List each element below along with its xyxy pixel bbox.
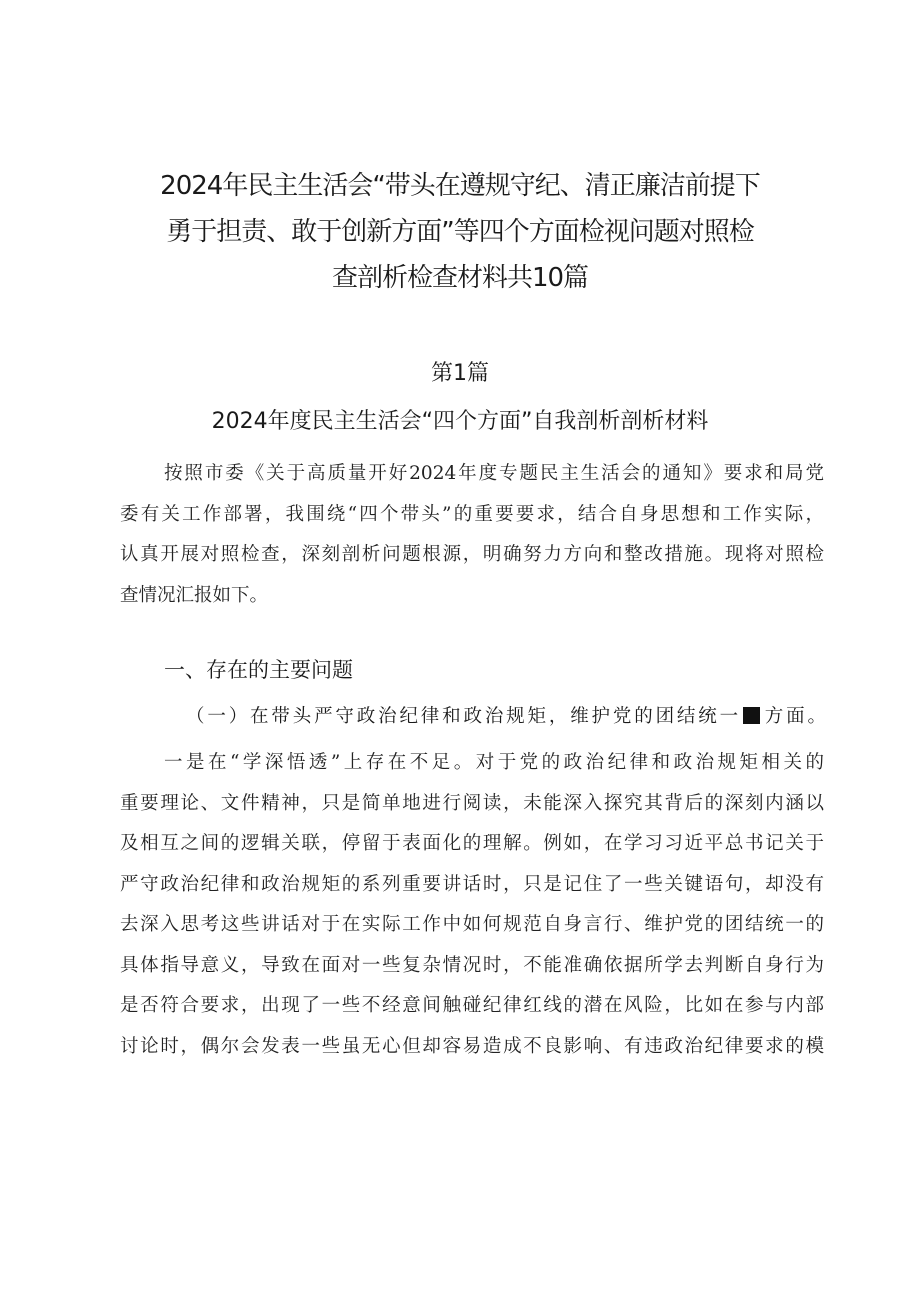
body-line-6: 具体指导意义，导致在面对一些复杂情况时，不能准确依据所学去判断自身行为 [120, 954, 824, 976]
subsection-text-after: 方面。 [761, 706, 826, 727]
title-line-3: 查剖析检查材料共10篇 [331, 263, 589, 293]
body-line-3: 及相互之间的逻辑关联，停留于表面化的理解。例如，在学习习近平总书记关于 [120, 833, 824, 854]
body-line-4: 严守政治纪律和政治规矩的系列重要讲话时，只是记住了一些关键语句，却没有 [120, 873, 824, 895]
body-line-2: 重要理论、文件精神，只是简单地进行阅读，未能深入探究其背后的深刻内涵以 [120, 792, 824, 814]
part-label: 第1篇 [431, 361, 489, 386]
body-line-1: 一是在“学深悟透”上存在不足。对于党的政治纪律和政治规矩相关的 [164, 752, 824, 773]
intro-paragraph [120, 454, 824, 616]
intro-line-4: 查情况汇报如下。 [120, 584, 269, 606]
document-subtitle: 2024年度民主生活会“四个方面”自我剖析剖析材料 [211, 409, 709, 434]
title-line-2: 勇于担责、敢于创新方面”等四个方面检视问题对照检 [166, 217, 754, 247]
intro-line-2: 委有关工作部署，我围绕“四个带头”的重要要求，结合自身思想和工作实际， [120, 503, 824, 525]
subsection-text-before: （一）在带头严守政治纪律和政治规矩，维护党的团结统一 [186, 706, 741, 727]
body-line-5: 去深入思考这些讲话对于在实际工作中如何规范自身言行、维护党的团结统一的 [120, 914, 824, 935]
body-line-7: 是否符合要求，出现了一些不经意间触碰纪律红线的潜在风险，比如在参与内部 [120, 995, 824, 1016]
section-heading: 一、存在的主要问题 [164, 658, 353, 682]
document-title [100, 163, 820, 301]
redaction-mark [743, 707, 760, 724]
body-line-8: 讨论时，偶尔会发表一些虽无心但却容易造成不良影响、有违政治纪律要求的模 [120, 1035, 824, 1057]
subsection-heading [186, 702, 826, 732]
intro-line-1: 按照市委《关于高质量开好2024年度专题民主生活会的通知》要求和局党 [164, 463, 824, 484]
intro-line-3: 认真开展对照检查，深刻剖析问题根源，明确努力方向和整改措施。现将对照检 [120, 544, 824, 565]
body-paragraph [120, 743, 824, 1067]
title-line-1: 2024年民主生活会“带头在遵规守纪、清正廉洁前提下 [160, 171, 760, 201]
